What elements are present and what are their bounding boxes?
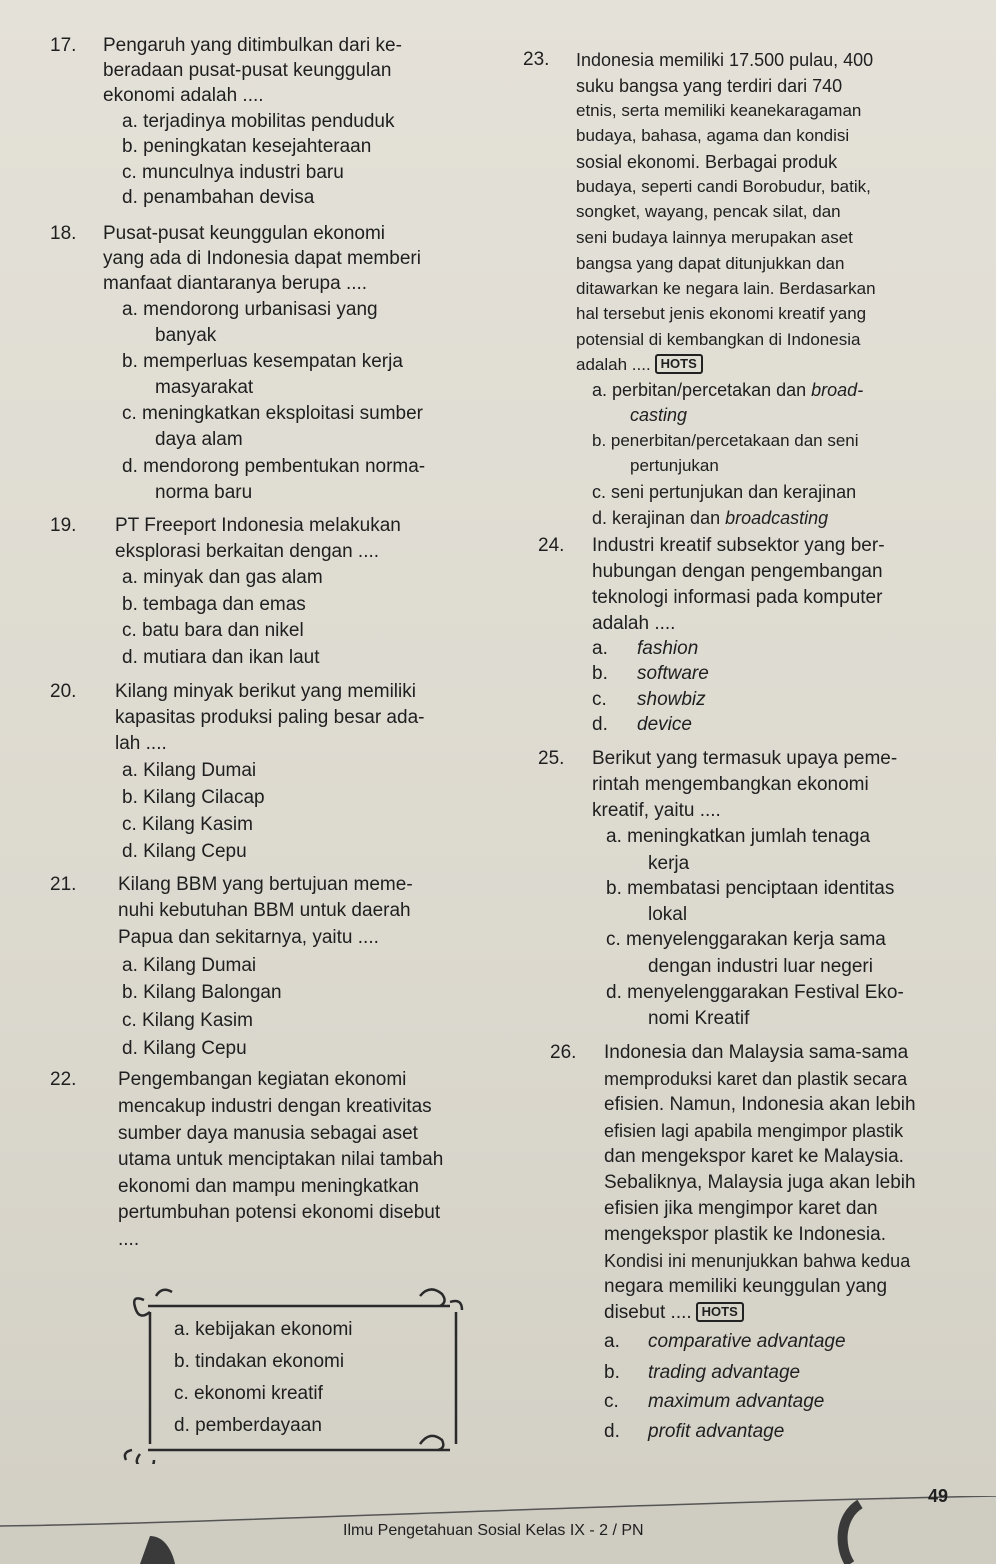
question-text: suku bangsa yang terdiri dari 740 bbox=[576, 76, 843, 96]
option-d: d. Kilang Cepu bbox=[122, 841, 247, 862]
question-number: 17. bbox=[50, 35, 77, 56]
question-text: Industri kreatif subsektor yang ber- bbox=[592, 535, 885, 556]
question-number: 26. bbox=[550, 1042, 577, 1063]
option-c: c. meningkatkan eksploitasi sumber bbox=[122, 403, 423, 424]
option-a: a. Kilang Dumai bbox=[122, 760, 257, 781]
option-c: c. ekonomi kreatif bbox=[174, 1383, 323, 1404]
question-text: Papua dan sekitarnya, yaitu .... bbox=[118, 927, 379, 948]
option-a: comparative advantage bbox=[648, 1331, 846, 1352]
question-text: hubungan dengan pengembangan bbox=[592, 561, 883, 582]
question-text: ditawarkan ke negara lain. Berdasarkan bbox=[576, 279, 876, 298]
question-text: adalah .... bbox=[576, 355, 651, 374]
option-b: b. penerbitan/percetakaan dan seni bbox=[592, 431, 859, 450]
option-c: c. Kilang Kasim bbox=[122, 1010, 253, 1031]
question-text: pertumbuhan potensi ekonomi disebut bbox=[118, 1202, 441, 1223]
option-c-cont: dengan industri luar negeri bbox=[648, 956, 873, 977]
question-text: budaya, bahasa, agama dan kondisi bbox=[576, 126, 850, 145]
option-letter-d: d. bbox=[592, 714, 608, 735]
question-text: budaya, seperti candi Borobudur, batik, bbox=[576, 177, 871, 196]
question-number: 22. bbox=[50, 1069, 77, 1090]
option-c-cont: daya alam bbox=[155, 429, 243, 450]
question-number: 23. bbox=[523, 49, 550, 70]
question-text: Pusat-pusat keunggulan ekonomi bbox=[103, 223, 386, 244]
question-text: teknologi informasi pada komputer bbox=[592, 587, 883, 608]
question-text: Sebaliknya, Malaysia juga akan lebih bbox=[604, 1172, 916, 1193]
option-c: c. menyelenggarakan kerja sama bbox=[606, 929, 886, 950]
question-text: mencakup industri dengan kreativitas bbox=[118, 1096, 432, 1117]
question-text-last bbox=[604, 1301, 744, 1325]
page-number: 49 bbox=[928, 1486, 949, 1506]
question-text: ekonomi adalah .... bbox=[103, 85, 264, 106]
question-text: memproduksi karet dan plastik secara bbox=[604, 1069, 908, 1089]
question-text: rintah mengembangkan ekonomi bbox=[592, 774, 869, 795]
question-text: adalah .... bbox=[592, 613, 676, 634]
option-b-cont: pertunjukan bbox=[630, 456, 719, 475]
question-number: 25. bbox=[538, 748, 565, 769]
question-text: negara memiliki keunggulan yang bbox=[604, 1276, 888, 1297]
option-a: a. Kilang Dumai bbox=[122, 955, 257, 976]
option-d: d. menyelenggarakan Festival Eko- bbox=[606, 982, 904, 1003]
option-d: d. pemberdayaan bbox=[174, 1415, 322, 1436]
question-text: hal tersebut jenis ekonomi kreatif yang bbox=[576, 304, 867, 323]
option-a: fashion bbox=[637, 638, 699, 659]
option-a: a. perbitan/percetakan dan broad- bbox=[592, 380, 864, 400]
question-text: manfaat diantaranya berupa .... bbox=[103, 273, 368, 294]
question-text: utama untuk menciptakan nilai tambah bbox=[118, 1149, 444, 1170]
option-d: d. mendorong pembentukan norma- bbox=[122, 456, 426, 477]
question-text: lah .... bbox=[115, 733, 167, 754]
question-text: sumber daya manusia sebagai aset bbox=[118, 1123, 418, 1144]
option-letter-a: a. bbox=[604, 1331, 620, 1352]
option-c: c. batu bara dan nikel bbox=[122, 620, 304, 641]
option-letter-a: a. bbox=[592, 638, 608, 659]
option-b-cont: masyarakat bbox=[155, 377, 254, 398]
question-text: efisien lagi apabila mengimpor plastik bbox=[604, 1121, 904, 1141]
option-c: showbiz bbox=[637, 689, 706, 710]
option-c: c. munculnya industri baru bbox=[122, 162, 344, 183]
question-number: 18. bbox=[50, 223, 77, 244]
option-a-cont: casting bbox=[630, 405, 688, 425]
option-d-cont: nomi Kreatif bbox=[648, 1008, 750, 1029]
question-text: etnis, serta memiliki keanekaragaman bbox=[576, 101, 862, 120]
question-text: dan mengekspor karet ke Malaysia. bbox=[604, 1146, 904, 1167]
option-d: device bbox=[637, 714, 692, 735]
option-a-cont: banyak bbox=[155, 325, 217, 346]
question-text: Kondisi ini menunjukkan bahwa kedua bbox=[604, 1251, 911, 1271]
question-text: seni budaya lainnya merupakan aset bbox=[576, 228, 853, 247]
question-text: disebut .... bbox=[604, 1302, 692, 1323]
option-c: c. seni pertunjukan dan kerajinan bbox=[592, 482, 857, 502]
question-text: potensial di kembangkan di Indonesia bbox=[576, 330, 861, 349]
question-text: Pengaruh yang ditimbulkan dari ke- bbox=[103, 35, 402, 56]
question-text: Berikut yang termasuk upaya peme- bbox=[592, 748, 898, 769]
question-text: kapasitas produksi paling besar ada- bbox=[115, 707, 425, 728]
option-b: b. membatasi penciptaan identitas bbox=[606, 878, 895, 899]
question-number: 20. bbox=[50, 681, 77, 702]
question-text: beradaan pusat-pusat keunggulan bbox=[103, 60, 392, 81]
options-frame bbox=[120, 1284, 475, 1464]
question-text: Pengembangan kegiatan ekonomi bbox=[118, 1069, 407, 1090]
question-text: Kilang BBM yang bertujuan meme- bbox=[118, 874, 413, 895]
option-b: b. Kilang Cilacap bbox=[122, 787, 265, 808]
option-c: maximum advantage bbox=[648, 1391, 825, 1412]
question-number: 21. bbox=[50, 874, 77, 895]
option-a: a. mendorong urbanisasi yang bbox=[122, 299, 378, 320]
footer-book-title: Ilmu Pengetahuan Sosial Kelas IX - 2 / PN bbox=[343, 1522, 644, 1539]
option-a: a. meningkatkan jumlah tenaga bbox=[606, 826, 871, 847]
option-a: a. terjadinya mobilitas penduduk bbox=[122, 111, 395, 132]
question-text: songket, wayang, pencak silat, dan bbox=[576, 202, 841, 221]
question-text-last bbox=[576, 353, 703, 377]
option-d: d. penambahan devisa bbox=[122, 187, 315, 208]
question-text: mengekspor plastik ke Indonesia. bbox=[604, 1224, 886, 1245]
question-text: bangsa yang dapat ditunjukkan dan bbox=[576, 254, 845, 273]
option-b: b. peningkatan kesejahteraan bbox=[122, 136, 372, 157]
question-text: Indonesia dan Malaysia sama-sama bbox=[604, 1042, 909, 1063]
question-number: 24. bbox=[538, 535, 565, 556]
hots-badge: HOTS bbox=[655, 354, 703, 374]
option-b: b. Kilang Balongan bbox=[122, 982, 282, 1003]
option-b: b. memperluas kesempatan kerja bbox=[122, 351, 403, 372]
option-d-cont: norma baru bbox=[155, 482, 253, 503]
option-b: trading advantage bbox=[648, 1362, 801, 1383]
question-text: PT Freeport Indonesia melakukan bbox=[115, 515, 401, 536]
question-text: yang ada di Indonesia dapat memberi bbox=[103, 248, 421, 269]
option-b: software bbox=[637, 663, 709, 684]
option-d: d. Kilang Cepu bbox=[122, 1038, 247, 1059]
option-letter-d: d. bbox=[604, 1421, 620, 1442]
option-c: c. Kilang Kasim bbox=[122, 814, 253, 835]
option-d: profit advantage bbox=[648, 1421, 785, 1442]
option-letter-c: c. bbox=[592, 689, 607, 710]
option-a-cont: kerja bbox=[648, 853, 690, 874]
question-number: 19. bbox=[50, 515, 77, 536]
option-a: a. kebijakan ekonomi bbox=[174, 1319, 353, 1340]
option-letter-c: c. bbox=[604, 1391, 619, 1412]
option-letter-b: b. bbox=[592, 663, 608, 684]
question-text: Kilang minyak berikut yang memiliki bbox=[115, 681, 416, 702]
question-text: kreatif, yaitu .... bbox=[592, 800, 721, 821]
question-text: efisien jika mengimpor karet dan bbox=[604, 1198, 878, 1219]
question-text: efisien. Namun, Indonesia akan lebih bbox=[604, 1094, 916, 1115]
option-d: d. kerajinan dan broadcasting bbox=[592, 508, 829, 528]
option-b-cont: lokal bbox=[648, 904, 688, 925]
question-text: nuhi kebutuhan BBM untuk daerah bbox=[118, 900, 411, 921]
option-b: b. tembaga dan emas bbox=[122, 594, 306, 615]
hots-badge: HOTS bbox=[696, 1302, 744, 1322]
option-d: d. mutiara dan ikan laut bbox=[122, 647, 320, 668]
option-letter-b: b. bbox=[604, 1362, 620, 1383]
question-text: Indonesia memiliki 17.500 pulau, 400 bbox=[576, 50, 874, 70]
option-a: a. minyak dan gas alam bbox=[122, 567, 323, 588]
option-b: b. tindakan ekonomi bbox=[174, 1351, 345, 1372]
question-text: ekonomi dan mampu meningkatkan bbox=[118, 1176, 420, 1197]
question-text: .... bbox=[118, 1229, 140, 1250]
question-text: sosial ekonomi. Berbagai produk bbox=[576, 152, 838, 172]
question-text: eksplorasi berkaitan dengan .... bbox=[115, 541, 380, 562]
